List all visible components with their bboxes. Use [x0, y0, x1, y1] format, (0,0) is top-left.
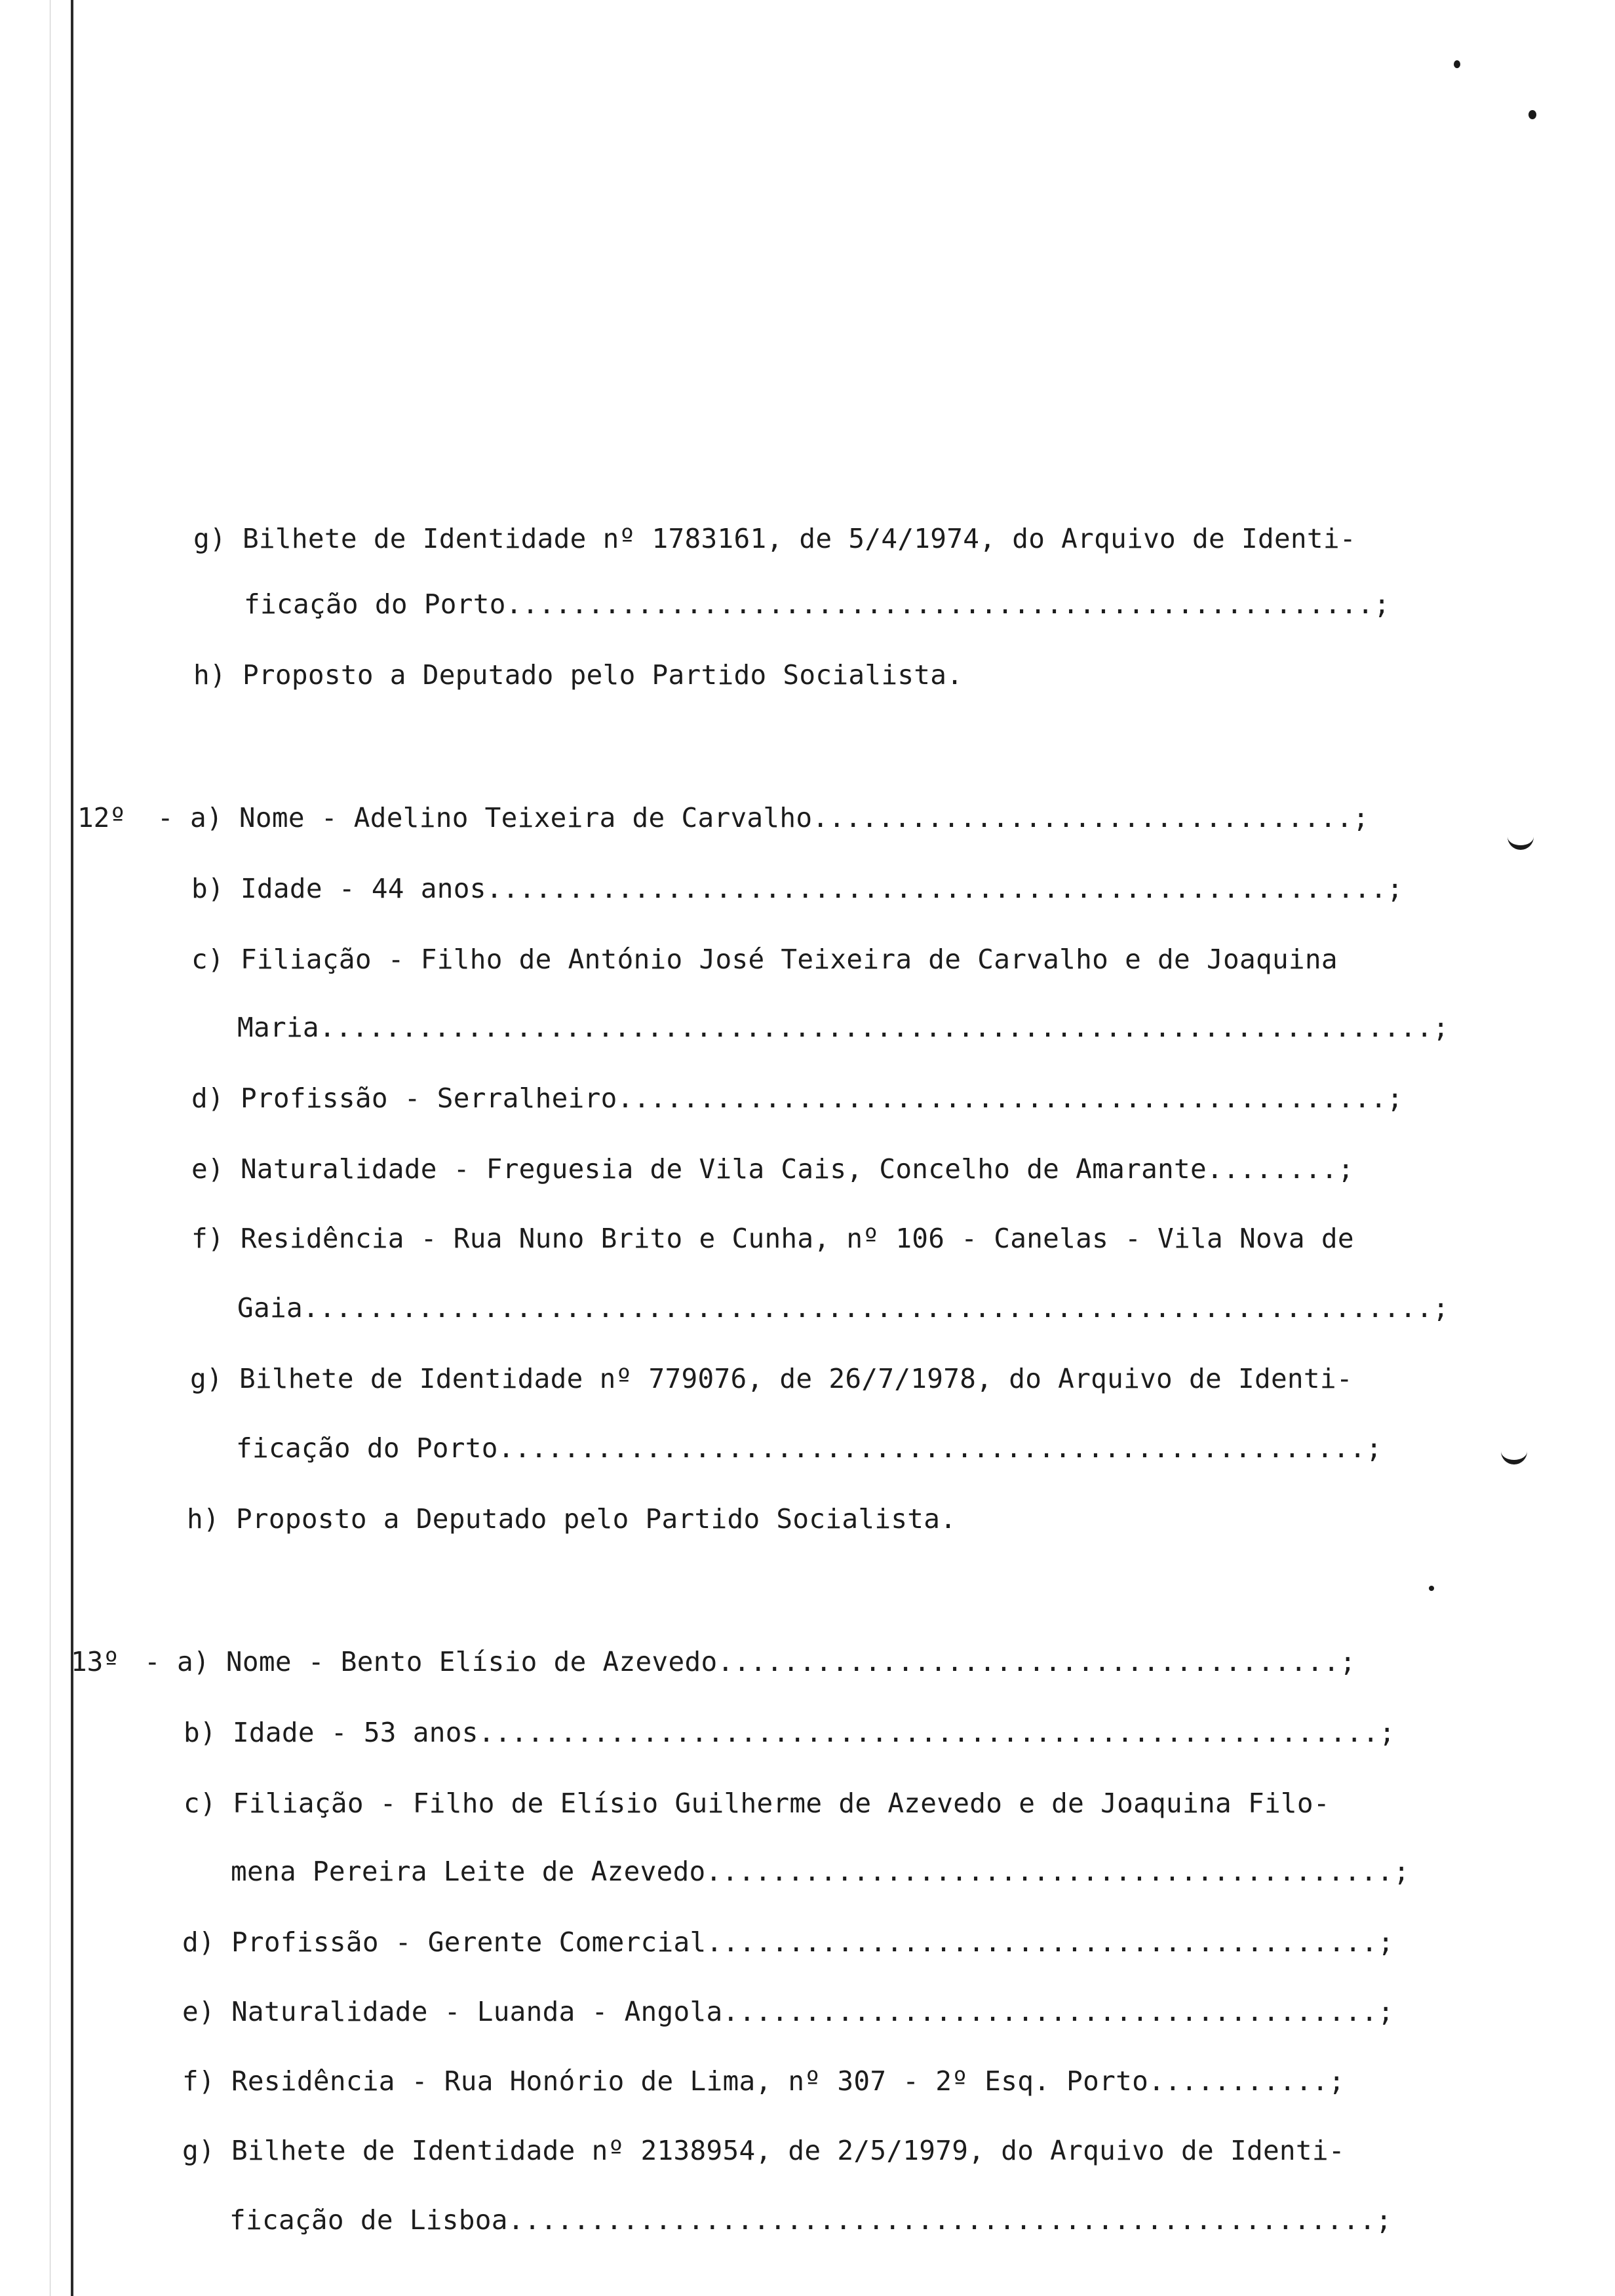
document-line: e) Naturalidade - Luanda - Angola........................................; — [182, 1996, 1394, 2027]
document-line: c) Filiação - Filho de Elísio Guilherme de Azevedo e de Joaquina Filo- — [184, 1788, 1330, 1819]
margin-rule — [71, 0, 73, 2296]
document-line: - a) Nome - Bento Elísio de Azevedo......................................; — [144, 1646, 1356, 1677]
document-line: h) Proposto a Deputado pelo Partido Socialista. — [187, 1503, 957, 1535]
document-line: ficação do Porto.....................................................; — [244, 588, 1390, 620]
document-line: ficação de Lisboa.....................................................; — [229, 2204, 1392, 2236]
document-line: f) Residência - Rua Nuno Brito e Cunha, nº 106 - Canelas - Vila Nova de — [191, 1223, 1354, 1254]
document-line: f) Residência - Rua Honório de Lima, nº 307 - 2º Esq. Porto...........; — [182, 2065, 1345, 2097]
document-line: g) Bilhete de Identidade nº 1783161, de 5/4/1974, do Arquivo de Identi- — [193, 523, 1356, 554]
entry-number: 12º — [77, 802, 126, 833]
scan-speck — [1429, 1586, 1434, 1591]
document-line: g) Bilhete de Identidade nº 779076, de 26/7/1978, do Arquivo de Identi- — [190, 1363, 1353, 1394]
entry-number: 13º — [71, 1646, 120, 1677]
scan-speck — [1528, 110, 1536, 119]
document-line: d) Profissão - Gerente Comercial.........................................; — [182, 1926, 1394, 1958]
document-line: Gaia.....................................................................; — [237, 1292, 1449, 1324]
scan-mark — [1508, 827, 1534, 850]
document-line: d) Profissão - Serralheiro...............................................; — [191, 1082, 1403, 1114]
document-line: ficação do Porto.....................................................; — [236, 1432, 1382, 1464]
document-line: - a) Nome - Adelino Teixeira de Carvalho.................................; — [157, 802, 1369, 833]
document-line: c) Filiação - Filho de António José Teixeira de Carvalho e de Joaquina — [191, 944, 1338, 975]
scan-speck — [1454, 60, 1460, 68]
document-line: Maria....................................................................; — [237, 1012, 1449, 1043]
document-line: b) Idade - 44 anos.......................................................; — [191, 873, 1403, 904]
document-line: mena Pereira Leite de Azevedo..........................................; — [231, 1856, 1410, 1887]
document-line: g) Bilhete de Identidade nº 2138954, de 2/5/1979, do Arquivo de Identi- — [182, 2135, 1345, 2166]
scan-mark — [1501, 1442, 1527, 1464]
document-line: e) Naturalidade - Freguesia de Vila Cais, Concelho de Amarante........; — [191, 1153, 1354, 1185]
document-line: h) Proposto a Deputado pelo Partido Socialista. — [193, 659, 963, 691]
document-line: b) Idade - 53 anos.......................................................; — [184, 1717, 1395, 1748]
